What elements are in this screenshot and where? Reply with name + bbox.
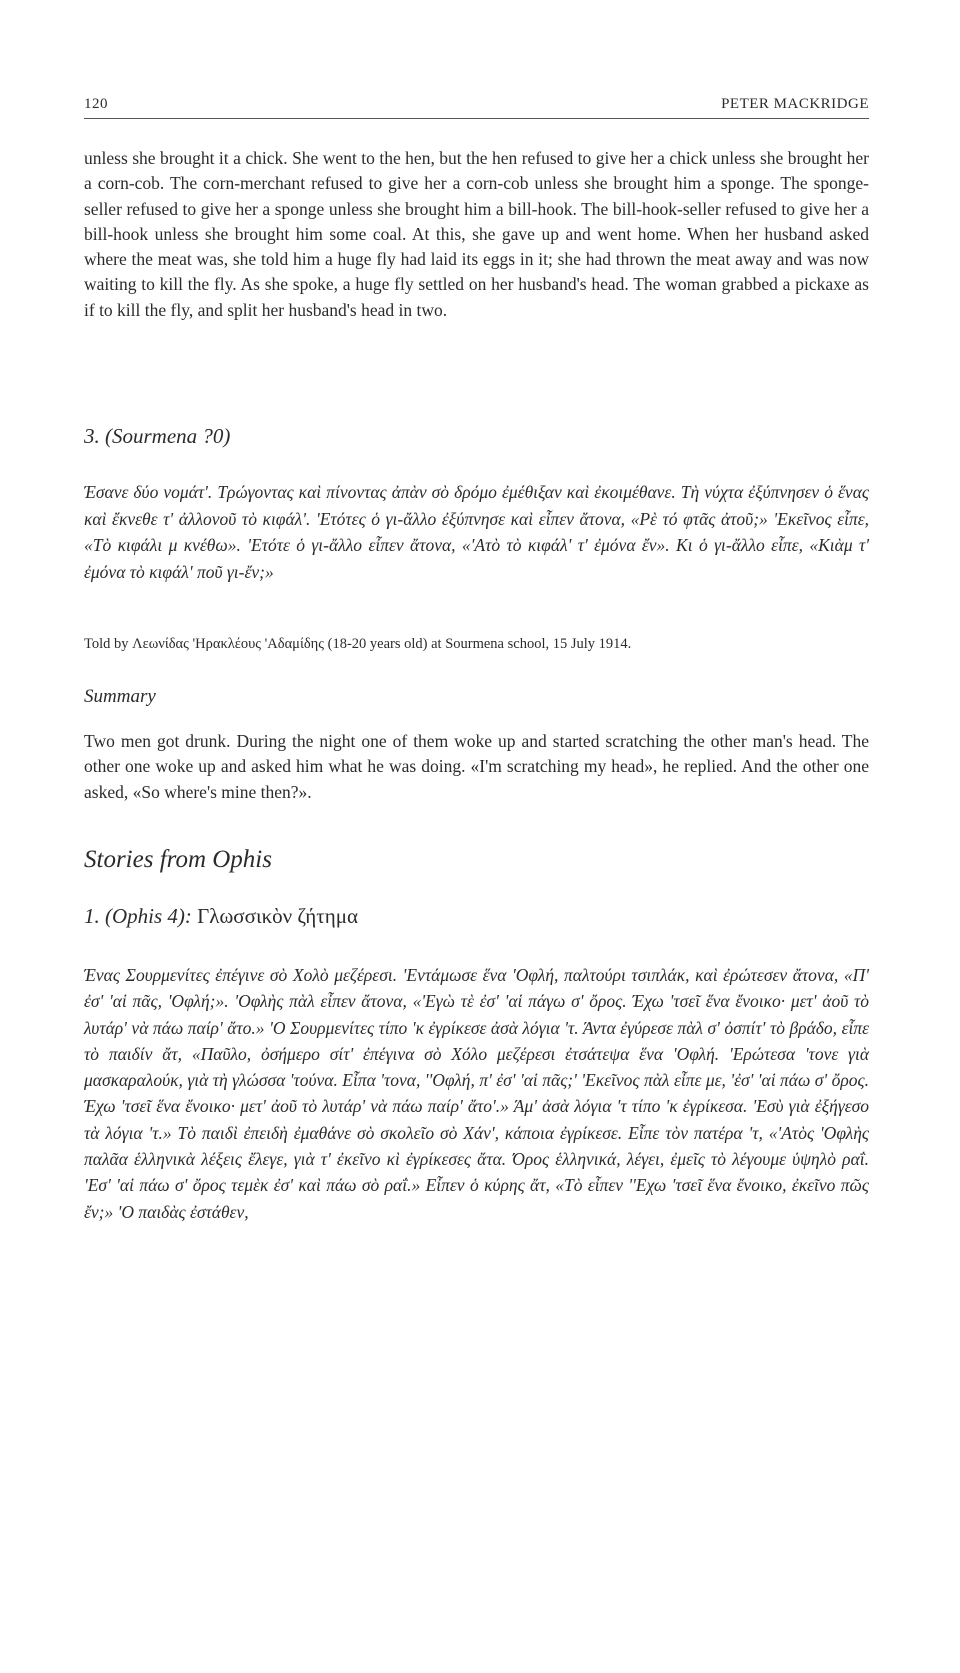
section3-greek-text: Έσανε δύο νομάτ'. Τρώγοντας καὶ πίνοντας ἀπὰν σὸ δρόμο ἐμέθιξαν καὶ ἐκοιμέθανε. Τὴ νύχτα ἐξύπνησεν ὁ ἕνας καὶ ἔκνεθε τ' ἀλλονοῦ τὸ κιφάλ'. 'Ετότες ὁ γι-ἄλλο ἐξύπνησε καὶ εἶπεν ἄτονα, «Ρὲ τό φτᾶς ἀτοῦ;» 'Εκεῖνος εἶπε, «Τὸ κιφάλι μ κνέθω». 'Ετότε ὁ γι-ἄλλο εἶπεν ἄτονα, «'Ατὸ τὸ κιφάλ' τ' ἐμόνα ἔν». Κι ὁ γι-ἄλλο εἶπε, «Κιὰμ τ' ἐμόνα τὸ κιφάλ' ποῦ γι-ἔν;» — [84, 482, 869, 582]
ophis-greek-text: Ένας Σουρμενίτες ἐπέγινε σὸ Χολὸ μεζέρεσι. 'Εντάμωσε ἕνα 'Οφλή, παλτούρι τσιπλάκ, καὶ ἐρώτεσεν ἄτονα, «Π' ἐσ' 'αἱ πᾶς, 'Οφλή;». 'Οφλὴς πὰλ εἶπεν ἄτονα, «'Εγὼ τὲ ἐσ' 'αἱ πάγω σ' ὄρος. Έχω 'τσεῖ ἕνα ἔνοικο· μετ' ἀοῦ τὸ λυτάρ' νὰ πάω παίρ' ἄτο.» 'Ο Σουρμενίτες τίπο 'κ ἐγρίκεσε ἀσὰ λόγια 'τ. Άντα ἐγύρεσε πὰλ σ' ὀσπίτ' τὸ βράδο, εἶπε τὸ παιδίν ἄτ, «Παῦλο, ὀσήμερο σίτ' ἐπέγινα σὸ Χόλο μεζέρεσι ἐτσάτεψα ἕνα 'Οφλή. 'Ερώτεσα 'τονε γιὰ μασκαραλούκ, γιὰ τὴ γλώσσα 'τούνα. Εἶπα 'τονα, ''Οφλή, π' ἐσ' 'αἱ πᾶς;' 'Εκεῖνος πὰλ εἶπε με, 'ἐσ' 'αἱ πάω σ' ὄρος. Έχω 'τσεῖ ἕνα ἔνοικο· μετ' ἀοῦ τὸ λυτάρ' νὰ πάω παίρ' ἄτο'.» Άμ' ἀσὰ λόγια 'τ τίπο 'κ ἐγρίκεσα. 'Εσὺ γιὰ ἐξήγεσο τὰ λόγια 'τ.» Τὸ παιδὶ ἐπειδὴ ἐμαθάνε σὸ σκολεῖο σὸ Χάν', κάποια ἐγρίκεσε. Εἶπε τὸν πατέρα 'τ, «'Ατὸς 'Οφλὴς παλᾶα ἑλληνικὰ λέξεις ἔλεγε, γιὰ τ' ἐκεῖνο κὶ ἐγρίκεσες ἄτα. Όρος ἑλληνικά, λέγει, ἐμεῖς τὸ λέγουμε ὑψηλὸ ραΐ. 'Εσ' 'αἱ πάω σ' ὄρος τεμὲκ ἐσ' καὶ πάω σὸ ραΐ.» Εἶπεν ὁ κύρης ἄτ, «Τὸ εἶπεν ''Εχω 'τσεῖ ἕνα ἔνοικο, ἐκεῖνο πῶς ἔν;» 'Ο παιδὰς ἐστάθεν, — [84, 965, 869, 1222]
section-ophis-heading: Stories from Ophis — [84, 846, 272, 873]
told-by-line: Told by Λεωνίδας 'Ηρακλέους 'Αδαμίδης (18-20 years old) at Sourmena school, 15 July 1914. — [84, 636, 632, 652]
running-header — [84, 96, 869, 119]
section3-heading: 3. (Sourmena ?0) — [84, 424, 231, 448]
story1-heading-greek: Γλωσσικὸν ζήτημα — [197, 904, 358, 928]
summary-heading: Summary — [84, 686, 156, 707]
page-number: 120 — [84, 96, 108, 112]
summary-text: Two men got drunk. During the night one of them woke up and started scratching the other man's head. The other one woke up and asked him what he was doing. «I'm scratching my head», he replied. And the other one asked, «So where's mine then?». — [84, 731, 869, 802]
story1-heading — [84, 904, 358, 929]
running-title: PETER MACKRIDGE — [721, 96, 869, 112]
intro-paragraph: unless she brought it a chick. She went to the hen, but the hen refused to give her a chick unless she brought her a corn-cob. The corn-merchant refused to give her a corn-cob unless she brought him a sponge. The sponge-seller refused to give her a sponge unless she brought him a bill-hook. The bill-hook-seller refused to give her a bill-hook unless she brought him some coal. At this, she gave up and went home. When her husband asked where the meat was, she told him a huge fly had laid its eggs in it; she had thrown the meat away and was now waiting to kill the fly. As she spoke, a huge fly settled on her husband's head. The woman grabbed a pickaxe as if to kill the fly, and split her husband's head in two. — [84, 148, 869, 320]
story1-heading-label: 1. (Ophis 4): — [84, 904, 192, 928]
